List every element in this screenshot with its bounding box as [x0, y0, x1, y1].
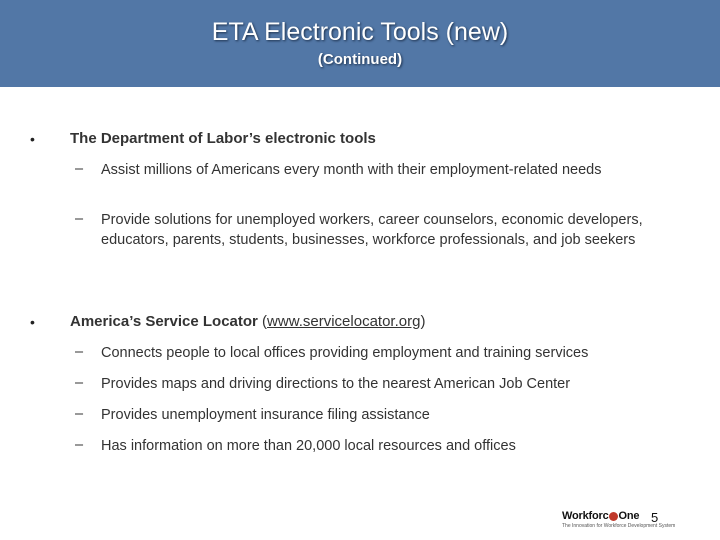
dash-marker: – — [75, 211, 84, 227]
bullet-marker: • — [30, 131, 35, 147]
sub-bullet-text: Provide solutions for unemployed workers, career counselors, economic developers, educators, parents, students, businesses, workforce professionals, and job seekers — [101, 212, 643, 248]
dash-marker: – — [75, 161, 84, 177]
slide-subtitle: (Continued) — [317, 51, 403, 68]
open-paren: ( — [257, 313, 268, 330]
sub-bullet-text: Has information on more than 20,000 local resources and offices — [101, 438, 516, 454]
slide-title: ETA Electronic Tools (new) — [211, 18, 509, 46]
close-paren: ) — [420, 313, 426, 330]
sub-bullet-text: Provides maps and driving directions to the nearest American Job Center — [101, 376, 571, 392]
heading-text: America’s Service Locator — [70, 313, 258, 330]
bullet-heading-service-locator — [70, 313, 425, 330]
dash-marker: – — [75, 375, 84, 391]
service-locator-link[interactable]: www.servicelocator.org — [267, 313, 421, 330]
logo-part1: Workforc — [562, 510, 609, 522]
sub-bullet-text: Assist millions of Americans every month with their employment-related needs — [101, 162, 602, 178]
bullet-marker: • — [30, 314, 35, 330]
dash-marker: – — [75, 406, 84, 422]
logo-tagline: The Innovation for Workforce Development System — [562, 523, 676, 529]
page-number: 5 — [651, 510, 659, 525]
logo-circle-icon — [609, 512, 618, 521]
sub-bullet-text: Provides unemployment insurance filing assistance — [101, 407, 430, 423]
workforce-one-logo — [562, 510, 675, 529]
sub-bullet-text: Connects people to local offices providing employment and training services — [101, 345, 589, 361]
dash-marker: – — [75, 437, 84, 453]
bullet-heading-dol-tools: The Department of Labor’s electronic tools — [70, 130, 376, 147]
dash-marker: – — [75, 344, 84, 360]
header-banner — [0, 0, 720, 87]
logo-wordmark — [562, 510, 675, 522]
logo-part2: One — [618, 510, 640, 522]
